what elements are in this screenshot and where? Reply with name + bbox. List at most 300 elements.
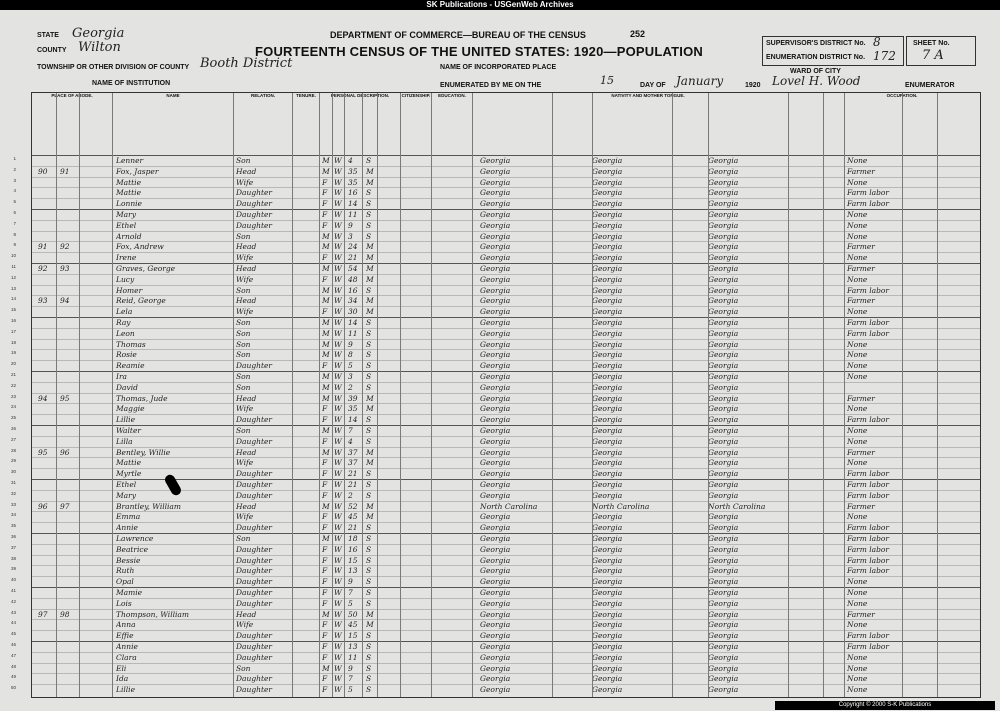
cell-occ: Farm labor	[847, 631, 890, 641]
cell-rel: Son	[236, 426, 251, 435]
cell-occ: Farmer	[847, 166, 875, 176]
cell-name: Ethel	[116, 220, 137, 230]
supervisor-district-value: 8	[873, 35, 881, 49]
cell-age: 52	[348, 501, 358, 511]
cell-pob: Georgia	[480, 177, 511, 187]
cell-n: 21	[10, 372, 16, 377]
cell-pob: Georgia	[480, 318, 511, 327]
cell-race: W	[334, 199, 342, 209]
cell-ms: M	[366, 307, 374, 317]
cell-race: W	[334, 663, 342, 673]
cell-race: W	[334, 577, 342, 587]
column-divider	[552, 93, 553, 697]
cell-mpob: Georgia	[708, 318, 739, 327]
cell-age: 21	[348, 523, 358, 533]
cell-ms: S	[366, 415, 372, 425]
cell-name: Mattie	[116, 458, 142, 468]
cell-ms: M	[366, 458, 374, 468]
cell-occ: None	[847, 404, 868, 414]
cell-rel: Daughter	[236, 523, 272, 533]
incorporated-place-label: NAME OF INCORPORATED PLACE	[440, 64, 557, 71]
cell-ms: M	[366, 501, 374, 511]
cell-n: 6	[13, 210, 16, 215]
cell-race: W	[334, 566, 342, 576]
cell-mpob: Georgia	[708, 534, 739, 543]
cell-race: W	[334, 501, 342, 511]
cell-mpob: Georgia	[708, 523, 739, 533]
cell-ms: S	[366, 339, 372, 349]
cell-name: Mattie	[116, 188, 142, 198]
cell-mpob: North Carolina	[708, 501, 766, 511]
cell-sex: F	[322, 480, 328, 489]
cell-sex: M	[322, 447, 330, 457]
cell-ms: M	[366, 166, 374, 176]
cell-name: Lillie	[116, 685, 136, 695]
cell-age: 45	[348, 512, 358, 522]
cell-occ: None	[847, 361, 868, 371]
cell-occ: Farm labor	[847, 415, 890, 425]
cell-sex: F	[322, 177, 328, 187]
cell-sex: M	[322, 382, 330, 392]
cell-name: Brantley, William	[116, 501, 182, 511]
cell-name: Irene	[116, 253, 137, 263]
cell-pob: Georgia	[480, 544, 511, 554]
cell-age: 16	[348, 544, 358, 554]
county-value: Wilton	[78, 40, 121, 55]
cell-pob: Georgia	[480, 199, 511, 209]
cell-age: 5	[348, 685, 353, 695]
cell-ms: M	[366, 264, 374, 273]
cell-sex: F	[322, 555, 328, 565]
cell-sex: F	[322, 361, 328, 371]
cell-name: Reamie	[116, 361, 145, 371]
cell-name: Clara	[116, 652, 137, 662]
column-divider	[332, 93, 333, 697]
cell-ms: S	[366, 631, 372, 641]
cell-name: Fox, Andrew	[116, 242, 164, 252]
cell-mpob: Georgia	[708, 544, 739, 554]
cell-mpob: Georgia	[708, 685, 739, 695]
cell-n: 11	[11, 264, 16, 269]
cell-mpob: Georgia	[708, 253, 739, 263]
cell-age: 30	[348, 307, 358, 317]
cell-rel: Wife	[236, 404, 254, 414]
cell-rel: Daughter	[236, 631, 272, 641]
cell-pob: Georgia	[480, 534, 511, 543]
cell-mpob: Georgia	[708, 652, 739, 662]
cell-fpob: Georgia	[592, 231, 623, 241]
cell-mpob: Georgia	[708, 210, 739, 219]
cell-age: 7	[348, 426, 353, 435]
cell-ms: S	[366, 199, 372, 209]
cell-name: Annie	[116, 642, 138, 651]
cell-pob: Georgia	[480, 339, 511, 349]
cell-rel: Wife	[236, 458, 254, 468]
cell-age: 14	[348, 415, 358, 425]
cell-rel: Daughter	[236, 577, 272, 587]
enumerated-day: 15	[600, 74, 614, 87]
cell-pob: Georgia	[480, 220, 511, 230]
cell-ms: S	[366, 156, 372, 165]
cell-race: W	[334, 458, 342, 468]
cell-name: Mamie	[116, 588, 143, 597]
institution-label: NAME OF INSTITUTION	[92, 80, 171, 87]
cell-pob: Georgia	[480, 620, 511, 630]
cell-n: 4	[13, 188, 16, 194]
sheet-label: SHEET No.	[913, 40, 950, 47]
cell-n: 43	[10, 609, 16, 615]
cell-occ: Farm labor	[847, 534, 890, 543]
column-divider	[56, 93, 57, 697]
cell-n: 38	[10, 555, 16, 561]
cell-mpob: Georgia	[708, 609, 739, 619]
cell-sex: F	[322, 544, 328, 554]
cell-mpob: Georgia	[708, 426, 739, 435]
cell-dw: 95	[38, 447, 48, 457]
cell-age: 54	[348, 264, 358, 273]
cell-fpob: Georgia	[592, 274, 623, 284]
cell-age: 37	[348, 458, 358, 468]
cell-rel: Wife	[236, 512, 254, 522]
cell-race: W	[334, 231, 342, 241]
cell-fam: 93	[60, 264, 70, 273]
cell-sex: F	[322, 631, 328, 641]
cell-race: W	[334, 393, 342, 403]
cell-occ: None	[847, 674, 868, 684]
cell-n: 48	[10, 663, 16, 669]
cell-fpob: Georgia	[592, 544, 623, 554]
cell-age: 7	[348, 588, 353, 597]
cell-occ: Farm labor	[847, 566, 890, 576]
column-divider	[377, 93, 378, 697]
cell-n: 30	[10, 469, 16, 475]
cell-pob: Georgia	[480, 242, 511, 252]
cell-race: W	[334, 188, 342, 198]
cell-fpob: Georgia	[592, 609, 623, 619]
cell-fpob: Georgia	[592, 642, 623, 651]
cell-mpob: Georgia	[708, 220, 739, 230]
cell-pob: Georgia	[480, 296, 511, 306]
cell-ms: S	[366, 469, 372, 479]
cell-occ: Farmer	[847, 296, 875, 306]
cell-occ: None	[847, 372, 868, 381]
cell-sex: M	[322, 534, 330, 543]
cell-name: Ira	[116, 372, 128, 381]
division-label: TOWNSHIP OR OTHER DIVISION OF COUNTY	[37, 64, 190, 71]
cell-age: 15	[348, 555, 358, 565]
cell-n: 44	[10, 620, 16, 626]
cell-occ: Farmer	[847, 609, 875, 619]
cell-race: W	[334, 447, 342, 457]
cell-n: 40	[10, 577, 16, 583]
cell-race: W	[334, 372, 342, 381]
enumerated-month-label: DAY OF	[640, 82, 666, 89]
cell-mpob: Georgia	[708, 490, 739, 500]
cell-dw: 91	[38, 242, 48, 252]
cell-occ: Farmer	[847, 393, 875, 403]
cell-fpob: Georgia	[592, 566, 623, 576]
cell-n: 10	[10, 253, 16, 259]
cell-ms: S	[366, 685, 372, 695]
cell-rel: Son	[236, 156, 251, 165]
cell-occ: None	[847, 458, 868, 468]
col-name: NAME	[113, 93, 234, 155]
supervisor-district-label: SUPERVISOR'S DISTRICT No.	[766, 40, 866, 47]
cell-age: 11	[348, 328, 358, 338]
cell-ms: S	[366, 588, 372, 597]
cell-rel: Head	[236, 393, 257, 403]
cell-dw: 93	[38, 296, 48, 306]
cell-race: W	[334, 285, 342, 295]
cell-sex: M	[322, 231, 330, 241]
cell-rel: Wife	[236, 620, 254, 630]
cell-fpob: Georgia	[592, 339, 623, 349]
cell-mpob: Georgia	[708, 199, 739, 209]
cell-occ: None	[847, 231, 868, 241]
cell-ms: S	[366, 361, 372, 371]
page-number: 252	[630, 29, 646, 39]
cell-ms: S	[366, 577, 372, 587]
cell-ms: S	[366, 480, 372, 489]
cell-age: 9	[348, 339, 353, 349]
cell-n: 9	[13, 242, 16, 248]
cell-fpob: Georgia	[592, 480, 623, 489]
cell-occ: Farm labor	[847, 490, 890, 500]
cell-ms: S	[366, 544, 372, 554]
cell-sex: F	[322, 620, 328, 630]
cell-name: Fox, Jasper	[116, 166, 159, 176]
cell-fpob: Georgia	[592, 220, 623, 230]
cell-fpob: Georgia	[592, 577, 623, 587]
cell-age: 3	[348, 372, 353, 381]
cell-pob: Georgia	[480, 447, 511, 457]
cell-age: 13	[348, 566, 358, 576]
cell-pob: Georgia	[480, 469, 511, 479]
cell-fpob: Georgia	[592, 598, 623, 608]
cell-fpob: Georgia	[592, 512, 623, 522]
cell-n: 5	[13, 199, 16, 205]
cell-sex: F	[322, 598, 328, 608]
cell-occ: None	[847, 156, 868, 165]
cell-name: Thomas	[116, 339, 146, 349]
cell-age: 4	[348, 156, 353, 165]
cell-pob: Georgia	[480, 566, 511, 576]
cell-rel: Head	[236, 264, 257, 273]
cell-n: 23	[10, 393, 16, 399]
cell-n: 24	[10, 404, 16, 410]
cell-occ: None	[847, 577, 868, 587]
cell-rel: Son	[236, 350, 251, 360]
cell-fpob: Georgia	[592, 188, 623, 198]
cell-n: 19	[10, 350, 16, 356]
cell-name: Mary	[116, 490, 136, 500]
cell-mpob: Georgia	[708, 642, 739, 651]
cell-pob: Georgia	[480, 609, 511, 619]
cell-race: W	[334, 544, 342, 554]
cell-race: W	[334, 415, 342, 425]
cell-fpob: Georgia	[592, 652, 623, 662]
cell-fam: 94	[60, 296, 70, 306]
cell-ms: S	[366, 566, 372, 576]
cell-sex: F	[322, 415, 328, 425]
cell-pob: Georgia	[480, 588, 511, 597]
col-nativity: NATIVITY AND MOTHER TONGUE.	[473, 93, 824, 155]
cell-sex: F	[322, 188, 328, 198]
cell-ms: S	[366, 642, 372, 651]
cell-race: W	[334, 685, 342, 695]
cell-pob: Georgia	[480, 674, 511, 684]
cell-rel: Son	[236, 382, 251, 392]
cell-n: 50	[10, 685, 16, 691]
cell-race: W	[334, 469, 342, 479]
cell-rel: Son	[236, 372, 251, 381]
cell-ms: M	[366, 177, 374, 187]
cell-race: W	[334, 436, 342, 446]
cell-race: W	[334, 210, 342, 219]
cell-n: 28	[10, 447, 16, 453]
cell-rel: Son	[236, 318, 251, 327]
cell-occ: None	[847, 177, 868, 187]
cell-pob: Georgia	[480, 426, 511, 435]
cell-fpob: Georgia	[592, 361, 623, 371]
cell-occ: None	[847, 220, 868, 230]
column-divider	[400, 93, 401, 697]
cell-name: Beatrice	[116, 544, 149, 554]
cell-fpob: Georgia	[592, 458, 623, 468]
cell-occ: None	[847, 588, 868, 597]
cell-sex: F	[322, 404, 328, 414]
cell-n: 14	[10, 296, 16, 302]
cell-fpob: Georgia	[592, 210, 623, 219]
cell-pob: Georgia	[480, 458, 511, 468]
cell-sex: F	[322, 588, 328, 597]
cell-fpob: Georgia	[592, 436, 623, 446]
cell-name: Lenner	[116, 156, 144, 165]
cell-fpob: Georgia	[592, 588, 623, 597]
cell-occ: Farm labor	[847, 480, 890, 489]
cell-n: 46	[10, 642, 16, 647]
cell-age: 21	[348, 480, 358, 489]
cell-rel: Son	[236, 339, 251, 349]
col-education: EDUCATION.	[432, 93, 473, 155]
cell-rel: Daughter	[236, 415, 272, 425]
cell-pob: Georgia	[480, 231, 511, 241]
cell-race: W	[334, 382, 342, 392]
cell-race: W	[334, 426, 342, 435]
cell-ms: S	[366, 210, 372, 219]
cell-dw: 94	[38, 393, 48, 403]
cell-fpob: Georgia	[592, 350, 623, 360]
cell-sex: M	[322, 393, 330, 403]
cell-mpob: Georgia	[708, 372, 739, 381]
cell-mpob: Georgia	[708, 631, 739, 641]
column-divider	[79, 93, 80, 697]
cell-n: 37	[10, 544, 16, 550]
cell-name: Maggie	[116, 404, 145, 414]
cell-rel: Daughter	[236, 598, 272, 608]
cell-age: 4	[348, 436, 353, 446]
cell-n: 47	[10, 652, 16, 658]
cell-n: 32	[10, 490, 16, 496]
cell-n: 18	[10, 339, 16, 345]
cell-name: Ethel	[116, 480, 137, 489]
cell-ms: S	[366, 436, 372, 446]
cell-rel: Daughter	[236, 566, 272, 576]
cell-sex: M	[322, 264, 330, 273]
cell-name: Lonnie	[116, 199, 142, 209]
cell-mpob: Georgia	[708, 350, 739, 360]
cell-ms: S	[366, 652, 372, 662]
cell-fpob: Georgia	[592, 393, 623, 403]
cell-pob: Georgia	[480, 404, 511, 414]
col-citizenship: CITIZENSHIP.	[401, 93, 432, 155]
cell-fpob: Georgia	[592, 242, 623, 252]
cell-ms: M	[366, 609, 374, 619]
cell-mpob: Georgia	[708, 339, 739, 349]
cell-sex: F	[322, 523, 328, 533]
census-title: FOURTEENTH CENSUS OF THE UNITED STATES: 1920—POPULATION	[255, 44, 703, 59]
cell-rel: Daughter	[236, 361, 272, 371]
cell-ms: S	[366, 426, 372, 435]
cell-mpob: Georgia	[708, 447, 739, 457]
cell-name: Thompson, William	[116, 609, 189, 619]
cell-occ: Farm labor	[847, 328, 890, 338]
enumerated-month: January	[676, 74, 724, 88]
cell-race: W	[334, 361, 342, 371]
cell-name: Bentley, Willie	[116, 447, 171, 457]
cell-name: Arnold	[116, 231, 142, 241]
cell-name: Lillie	[116, 415, 136, 425]
cell-occ: Farm labor	[847, 199, 890, 209]
cell-occ: None	[847, 652, 868, 662]
cell-race: W	[334, 620, 342, 630]
cell-rel: Daughter	[236, 685, 272, 695]
copyright-footer: Copyright © 2000 S-K Publications	[775, 701, 995, 710]
cell-name: Annie	[116, 523, 138, 533]
cell-n: 25	[10, 415, 16, 421]
cell-fpob: Georgia	[592, 631, 623, 641]
cell-pob: Georgia	[480, 274, 511, 284]
cell-ms: S	[366, 598, 372, 608]
cell-ms: S	[366, 220, 372, 230]
cell-rel: Daughter	[236, 490, 272, 500]
cell-fpob: Georgia	[592, 264, 623, 273]
cell-occ: None	[847, 253, 868, 263]
cell-mpob: Georgia	[708, 242, 739, 252]
cell-sex: F	[322, 512, 328, 522]
cell-ms: S	[366, 350, 372, 360]
cell-pob: Georgia	[480, 285, 511, 295]
cell-ms: M	[366, 620, 374, 630]
cell-n: 35	[10, 523, 16, 529]
cell-ms: S	[366, 382, 372, 392]
cell-n: 34	[10, 512, 16, 518]
col-relation: RELATION.	[234, 93, 293, 155]
cell-sex: F	[322, 199, 328, 209]
cell-dw: 96	[38, 501, 48, 511]
cell-sex: M	[322, 663, 330, 673]
column-divider	[788, 93, 789, 697]
cell-n: 45	[10, 631, 16, 637]
cell-fpob: Georgia	[592, 404, 623, 414]
cell-rel: Wife	[236, 274, 254, 284]
cell-race: W	[334, 328, 342, 338]
cell-sex: F	[322, 307, 328, 317]
cell-n: 26	[10, 426, 16, 431]
cell-rel: Daughter	[236, 469, 272, 479]
cell-fpob: Georgia	[592, 328, 623, 338]
cell-age: 9	[348, 663, 353, 673]
